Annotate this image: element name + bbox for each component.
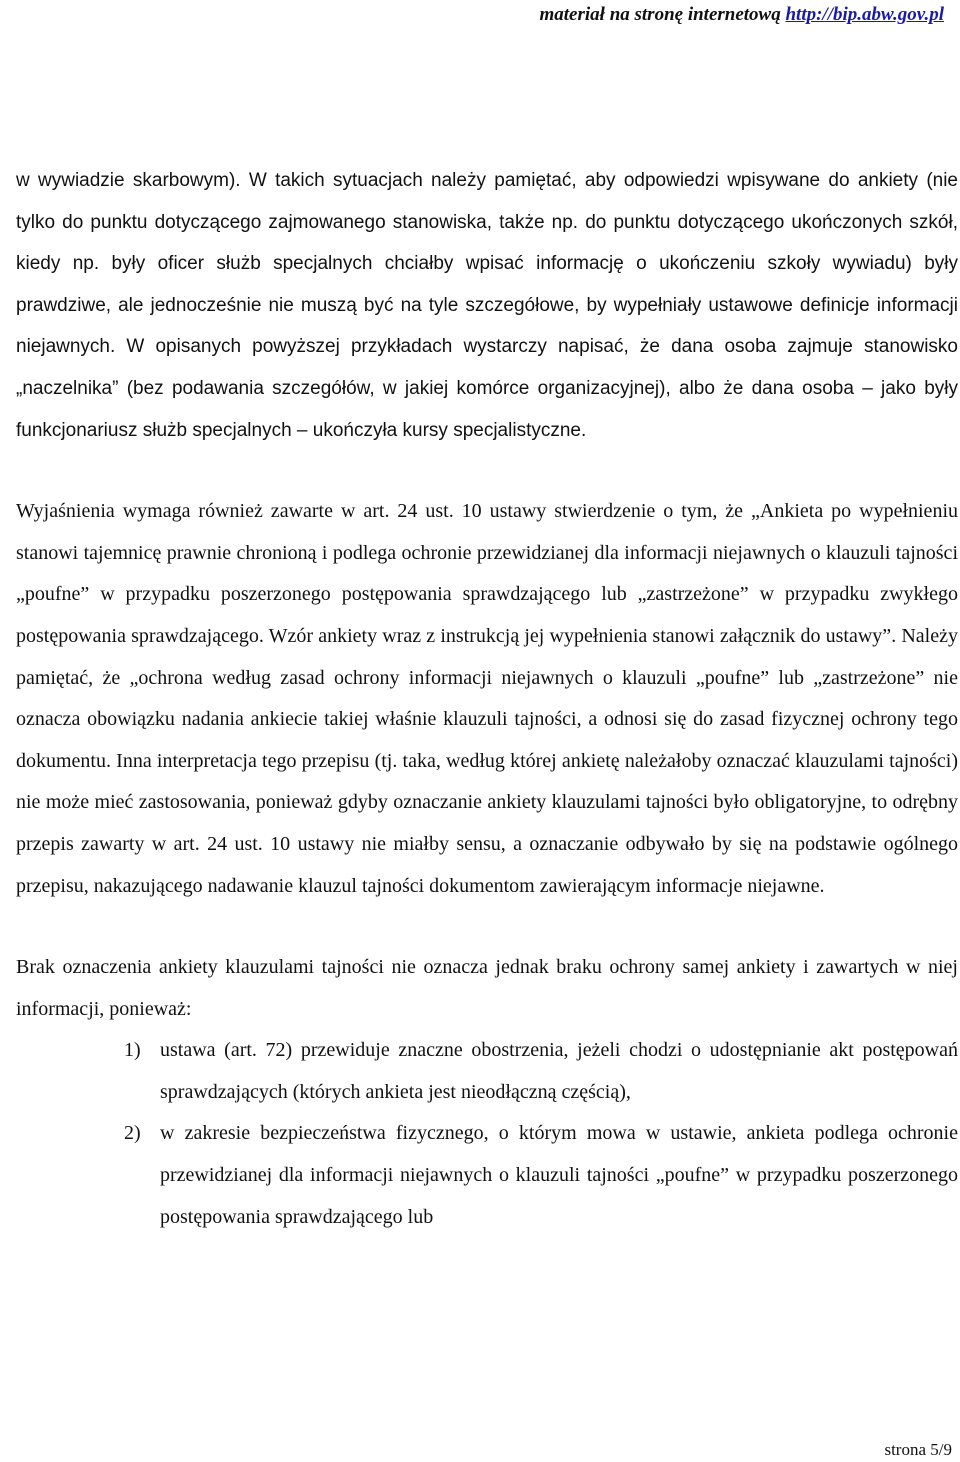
document-body [16,160,958,1238]
page-header [540,4,945,26]
list-item-text: w zakresie bezpieczeństwa fizycznego, o którym mowa w ustawie, ankieta podlega ochronie przewidzianej dla informacji niejawnych o klauzuli tajności „poufne” w przypadku poszerzonego postępowania sprawdzającego lub [160,1122,958,1228]
list-item-text: ustawa (art. 72) przewiduje znaczne obostrzenia, jeżeli chodzi o udostępnianie akt postępowań sprawdzających (których ankieta jest nieodłączną częścią), [160,1039,958,1103]
header-prefix: materiał na stronę internetową [539,4,786,25]
list-item [16,1030,958,1113]
paragraph-3: Brak oznaczenia ankiety klauzulami tajności nie oznacza jednak braku ochrony samej ankiety i zawartych w niej informacji, ponieważ: [16,956,958,1020]
paragraph-gap [16,907,958,947]
header-link[interactable]: http://bip.abw.gov.pl [785,4,944,25]
page-number: strona 5/9 [884,1440,952,1459]
paragraph-2: Wyjaśnienia wymaga również zawarte w art. 24 ust. 10 ustawy stwierdzenie o tym, że „Ankieta po wypełnieniu stanowi tajemnicę prawnie chronioną i podlega ochronie przewidzianej dla informacji niejawnych o klauzuli tajności „poufne” w przypadku poszerzonego postępowania sprawdzającego lub „zastrzeżone” w przypadku zwykłego postępowania sprawdzającego. Wzór ankiety wraz z instrukcją jej wypełnienia stanowi załącznik do ustawy”. Należy pamiętać, że „ochrona według zasad ochrony informacji niejawnych o klauzuli „poufne” lub „zastrzeżone” nie oznacza obowiązku nadania ankiecie takiej właśnie klauzuli tajności, a odnosi się do zasad fizycznej ochrony tego dokumentu. Inna interpretacja tego przepisu (tj. taka, według której ankietę należałoby oznaczać klauzulami tajności) nie może mieć zastosowania, ponieważ gdyby oznaczanie ankiety klauzulami tajności było obligatoryjne, to odrębny przepis zawarty w art. 24 ust. 10 ustawy nie miałby sensu, a oznaczanie odbywało by się na podstawie ogólnego przepisu, nakazującego nadawanie klauzul tajności dokumentom zawierającym informacje niejawne. [16,500,958,897]
numbered-list [16,1030,958,1238]
list-item [16,1113,958,1238]
list-item-number: 2) [124,1122,141,1145]
paragraph-gap [16,451,958,491]
list-item-number: 1) [124,1039,141,1062]
paragraph-1: w wywiadzie skarbowym). W takich sytuacjach należy pamiętać, aby odpowiedzi wpisywane do ankiety (nie tylko do punktu dotyczącego zajmowanego stanowiska, także np. do punktu dotyczącego ukończonych szkół, kiedy np. były oficer służb specjalnych chciałby wpisać informację o ukończeniu szkoły wywiadu) były prawdziwe, ale jednocześnie nie muszą być na tyle szczegółowe, by wypełniały ustawowe definicje informacji niejawnych. W opisanych powyższej przykładach wystarczy napisać, że dana osoba zajmuje stanowisko „naczelnika” (bez podawania szczegółów, w jakiej komórce organizacyjnej), albo że dana osoba – jako były funkcjonariusz służb specjalnych – ukończyła kursy specjalistyczne. [16,170,958,441]
